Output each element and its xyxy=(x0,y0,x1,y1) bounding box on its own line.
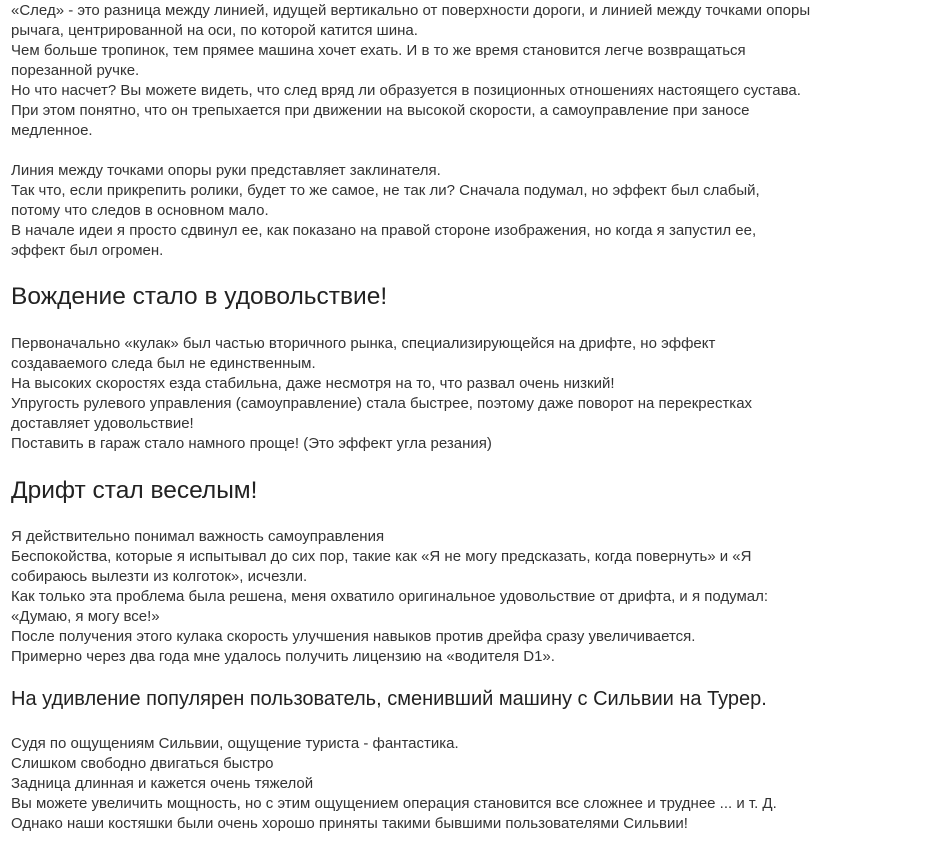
text-line: Так что, если прикрепить ролики, будет то же самое, не так ли? Сначала подумал, но эффект был слабый, xyxy=(11,182,760,199)
section-heading-driving-fun: Вождение стало в удовольствие! xyxy=(11,283,388,310)
text-line: Примерно через два года мне удалось получить лицензию на «водителя D1». xyxy=(11,648,555,665)
text-line: Чем больше тропинок, тем прямее машина хочет ехать. И в то же время становится легче возвращаться xyxy=(11,42,746,59)
paragraph-knuckle-effects xyxy=(11,334,752,454)
paragraph-self-steering xyxy=(11,527,768,667)
text-line: Поставить в гараж стало намного проще! (Это эффект угла резания) xyxy=(11,435,492,452)
text-line: В начале идеи я просто сдвинул ее, как показано на правой стороне изображения, но когда я запустил ее, xyxy=(11,222,757,239)
text-line: Как только эта проблема была решена, меня охватило оригинальное удовольствие от дрифта, и я подумал: xyxy=(11,588,769,605)
text-line: Однако наши костяшки были очень хорошо приняты такими бывшими пользователями Сильвии! xyxy=(11,815,688,832)
text-line: Судя по ощущениям Сильвии, ощущение туриста - фантастика. xyxy=(11,735,459,752)
text-line: На высоких скоростях езда стабильна, даже несмотря на то, что развал очень низкий! xyxy=(11,375,615,392)
text-line: Беспокойства, которые я испытывал до сих пор, такие как «Я не могу предсказать, когда повернуть» и «Я xyxy=(11,548,752,565)
text-line: создаваемого следа был не единственным. xyxy=(11,355,316,372)
text-line: После получения этого кулака скорость улучшения навыков против дрейфа сразу увеличивается. xyxy=(11,628,696,645)
text-line: Но что насчет? Вы можете видеть, что след вряд ли образуется в позиционных отношениях настоящего сустава. xyxy=(11,82,801,99)
text-line: рычага, центрированной на оси, по которой катится шина. xyxy=(11,22,418,39)
text-line: Первоначально «кулак» был частью вторичного рынка, специализирующейся на дрифте, но эффект xyxy=(11,335,716,352)
text-line: доставляет удовольствие! xyxy=(11,415,194,432)
text-line: «Думаю, я могу все!» xyxy=(11,608,160,625)
text-line: медленное. xyxy=(11,122,93,139)
paragraph-silvia-users xyxy=(11,734,777,834)
text-line: Задница длинная и кажется очень тяжелой xyxy=(11,775,314,792)
section-heading-drift-fun: Дрифт стал веселым! xyxy=(11,477,258,504)
text-line: Линия между точками опоры руки представляет заклинателя. xyxy=(11,162,441,179)
text-line: эффект был огромен. xyxy=(11,242,164,259)
text-line: потому что следов в основном мало. xyxy=(11,202,269,219)
text-line: порезанной ручке. xyxy=(11,62,140,79)
text-line: При этом понятно, что он трепыхается при движении на высокой скорости, а самоуправление при заносе xyxy=(11,102,750,119)
text-line: Слишком свободно двигаться быстро xyxy=(11,755,274,772)
paragraph-trail-definition xyxy=(11,1,810,141)
text-line: «След» - это разница между линией, идущей вертикально от поверхности дороги, и линией между точками опоры xyxy=(11,2,811,19)
text-line: Вы можете увеличить мощность, но с этим ощущением операция становится все сложнее и труднее ... и т. Д. xyxy=(11,795,777,812)
text-line: Я действительно понимал важность самоуправления xyxy=(11,528,385,545)
paragraph-arm-support xyxy=(11,161,760,261)
text-line: Упругость рулевого управления (самоуправление) стала быстрее, поэтому даже поворот на перекрестках xyxy=(11,395,753,412)
text-line: собираюсь вылезти из колготок», исчезли. xyxy=(11,568,308,585)
section-heading-silvia-tourer: На удивление популярен пользователь, сменивший машину с Сильвии на Турер. xyxy=(11,688,767,710)
